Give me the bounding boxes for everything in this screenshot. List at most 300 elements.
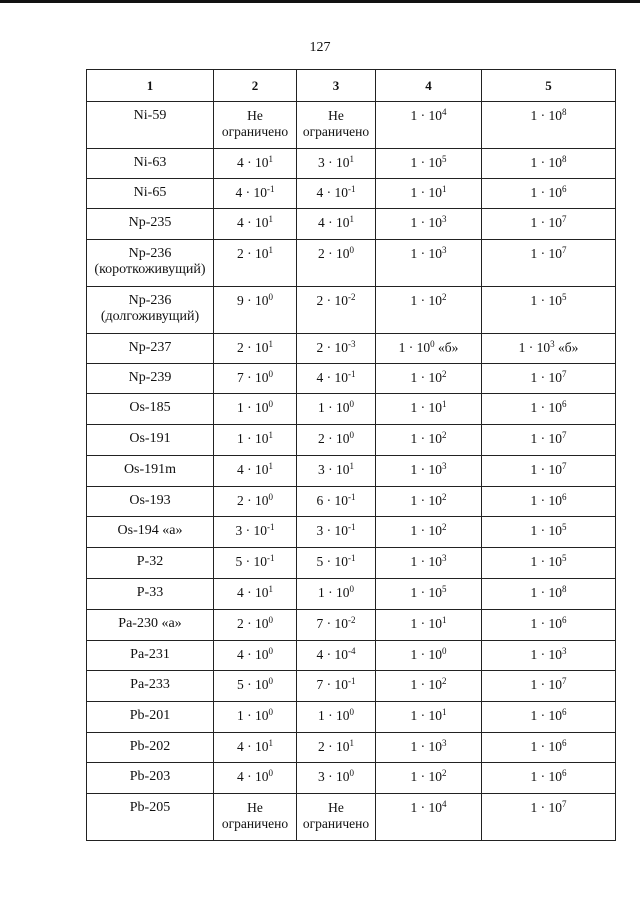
value-cell-c2 (214, 579, 297, 610)
nuclide-name-line: Pb-205 (129, 800, 171, 815)
col-header-3: 3 (297, 70, 376, 102)
mantissa: 1 (530, 554, 538, 569)
exponent: 0 (268, 615, 273, 625)
multiply-dot: · 10 (537, 246, 562, 261)
mantissa: 4 (235, 185, 243, 200)
value-cell-c4 (376, 240, 482, 287)
table-row (87, 240, 616, 287)
nuclide-name-line: Np-237 (128, 340, 172, 355)
exponent: 2 (442, 369, 447, 379)
table-header-row (87, 70, 616, 102)
exponent: 6 (562, 768, 567, 778)
value-cell-c4 (376, 794, 482, 841)
value-cell-c4 (376, 287, 482, 334)
value-cell-c5 (482, 610, 616, 641)
mantissa: 1 (530, 185, 538, 200)
value-cell-c3 (297, 579, 376, 610)
multiply-dot: · 10 (417, 739, 442, 754)
exponent: 7 (562, 461, 567, 471)
multiply-dot: · 10 (405, 340, 431, 355)
mantissa: 1 (410, 554, 418, 569)
mantissa: 4 (237, 769, 244, 784)
exponent: -1 (267, 553, 275, 563)
mantissa: 7 (316, 616, 324, 631)
col-header-1: 1 (87, 70, 214, 102)
value-cell-c5 (482, 671, 616, 702)
multiply-dot: · 10 (243, 215, 269, 230)
table-row (87, 456, 616, 487)
multiply-dot: · 10 (417, 155, 442, 170)
nuclide-cell (87, 209, 214, 240)
mantissa: 1 (410, 215, 418, 230)
exponent: 0 (349, 399, 354, 409)
value-cell-c5 (482, 179, 616, 209)
mantissa: 1 (530, 155, 538, 170)
col-header-4: 4 (376, 70, 482, 102)
exponent: 6 (562, 738, 567, 748)
mantissa: 2 (318, 739, 325, 754)
mantissa: 3 (318, 155, 325, 170)
value-cell-c4 (376, 671, 482, 702)
nuclide-cell (87, 364, 214, 394)
page-number: 127 (309, 40, 331, 55)
mantissa: 1 (530, 769, 538, 784)
table-row (87, 517, 616, 548)
exponent: 0 (349, 245, 354, 255)
table-row (87, 794, 616, 841)
multiply-dot: · 10 (323, 293, 348, 308)
exponent: -2 (348, 292, 356, 302)
nuclide-name-line: Np-235 (128, 215, 172, 230)
mantissa: 1 (530, 800, 538, 815)
nuclide-cell (87, 102, 214, 149)
mantissa: 1 (410, 769, 418, 784)
mantissa: 1 (530, 293, 538, 308)
mantissa: 1 (410, 708, 418, 723)
table-row (87, 425, 616, 456)
value-cell-c5 (482, 334, 616, 364)
value-cell-c2 (214, 287, 297, 334)
value-cell-c3 (297, 334, 376, 364)
mantissa: 1 (530, 246, 538, 261)
multiply-dot: · 10 (243, 493, 269, 508)
multiply-dot: · 10 (323, 677, 348, 692)
nuclide-cell (87, 733, 214, 763)
value-cell-c4 (376, 641, 482, 671)
multiply-dot: · 10 (324, 585, 350, 600)
mantissa: 1 (518, 340, 526, 355)
multiply-dot: · 10 (243, 739, 269, 754)
table-row (87, 209, 616, 240)
value-cell-c2 (214, 487, 297, 517)
multiply-dot: · 10 (417, 246, 442, 261)
multiply-dot: · 10 (243, 431, 269, 446)
mantissa: 4 (237, 215, 244, 230)
multiply-dot: · 10 (537, 554, 562, 569)
multiply-dot: · 10 (417, 647, 442, 662)
nuclide-name-line: P-33 (136, 585, 164, 600)
multiply-dot: · 10 (417, 293, 442, 308)
table-row (87, 334, 616, 364)
exponent: 1 (268, 738, 273, 748)
cell-text-line: ограничено (302, 124, 370, 139)
value-cell-c2 (214, 456, 297, 487)
exponent: 0 (349, 584, 354, 594)
mantissa: 1 (410, 677, 418, 692)
mantissa: 1 (530, 523, 538, 538)
exponent: 3 (442, 738, 447, 748)
exponent: 6 (562, 707, 567, 717)
exponent: -4 (348, 646, 356, 656)
exponent: 1 (349, 461, 354, 471)
value-cell-c4 (376, 179, 482, 209)
value-cell-c3 (297, 794, 376, 841)
value-cell-c4 (376, 487, 482, 517)
exponent: 0 (442, 646, 447, 656)
nuclide-cell (87, 517, 214, 548)
multiply-dot: · 10 (243, 370, 269, 385)
exponent: -1 (267, 522, 275, 532)
mantissa: 1 (530, 585, 538, 600)
multiply-dot: · 10 (243, 677, 269, 692)
exponent: 0 (268, 646, 273, 656)
mantissa: 1 (410, 155, 418, 170)
exponent: 6 (562, 492, 567, 502)
exponent: -1 (348, 522, 356, 532)
mantissa: 1 (530, 431, 538, 446)
value-cell-c5 (482, 394, 616, 425)
mantissa: 2 (237, 340, 244, 355)
exponent: 0 (268, 707, 273, 717)
mantissa: 1 (530, 400, 538, 415)
multiply-dot: · 10 (323, 340, 348, 355)
exponent: 3 (442, 245, 447, 255)
exponent: 0 (268, 399, 273, 409)
nuclide-name-line: Pa-233 (130, 677, 170, 692)
mantissa: 3 (316, 523, 324, 538)
multiply-dot: · 10 (324, 739, 350, 754)
multiply-dot: · 10 (417, 554, 442, 569)
nuclide-name-line: Os-194 «а» (117, 523, 183, 538)
mantissa: 1 (410, 616, 418, 631)
value-cell-c4 (376, 517, 482, 548)
value-cell-c5 (482, 763, 616, 794)
exponent: 1 (442, 615, 447, 625)
value-cell-c3 (297, 102, 376, 149)
value-cell-c3 (297, 364, 376, 394)
value-cell-c3 (297, 240, 376, 287)
multiply-dot: · 10 (417, 800, 442, 815)
cell-text-line: Не (247, 108, 263, 123)
mantissa: 1 (318, 585, 325, 600)
value-cell-c4 (376, 579, 482, 610)
value-cell-c3 (297, 733, 376, 763)
multiply-dot: · 10 (324, 400, 350, 415)
mantissa: 4 (237, 647, 244, 662)
nuclide-name-line: Pb-202 (129, 739, 171, 754)
value-cell-c2 (214, 517, 297, 548)
mantissa: 1 (410, 293, 418, 308)
value-cell-c4 (376, 548, 482, 579)
mantissa: 7 (237, 370, 244, 385)
exponent: 0 (349, 707, 354, 717)
table-row (87, 287, 616, 334)
value-cell-c5 (482, 517, 616, 548)
exponent: -2 (348, 615, 356, 625)
exponent: 2 (442, 676, 447, 686)
radionuclide-table (86, 69, 616, 841)
nuclide-name-line: Pb-203 (129, 769, 171, 784)
value-cell-c2 (214, 425, 297, 456)
exponent: 7 (562, 369, 567, 379)
mantissa: 5 (237, 677, 244, 692)
exponent: 0 (268, 492, 273, 502)
nuclide-name-line: P-32 (136, 554, 164, 569)
exponent: 1 (442, 399, 447, 409)
cell-text-line: ограничено (302, 816, 370, 831)
multiply-dot: · 10 (417, 185, 442, 200)
multiply-dot: · 10 (537, 462, 562, 477)
table-row (87, 610, 616, 641)
table-row (87, 671, 616, 702)
exponent: 1 (268, 245, 273, 255)
multiply-dot: · 10 (537, 585, 562, 600)
nuclide-name-line: Ni-65 (133, 185, 167, 200)
mantissa: 1 (410, 462, 418, 477)
exponent: 1 (268, 584, 273, 594)
mantissa: 4 (318, 215, 325, 230)
multiply-dot: · 10 (243, 340, 269, 355)
value-cell-c5 (482, 240, 616, 287)
exponent: 1 (349, 214, 354, 224)
table-row (87, 149, 616, 179)
exponent: 2 (442, 492, 447, 502)
multiply-dot: · 10 (323, 370, 348, 385)
multiply-dot: · 10 (323, 647, 348, 662)
multiply-dot: · 10 (242, 554, 267, 569)
nuclide-cell (87, 456, 214, 487)
value-cell-c2 (214, 364, 297, 394)
value-cell-c5 (482, 102, 616, 149)
exponent: 7 (562, 676, 567, 686)
mantissa: 1 (530, 493, 538, 508)
multiply-dot: · 10 (417, 370, 442, 385)
multiply-dot: · 10 (537, 155, 562, 170)
value-cell-c2 (214, 763, 297, 794)
nuclide-name-line: (долгоживущий) (100, 309, 200, 324)
value-cell-c4 (376, 456, 482, 487)
table-row (87, 763, 616, 794)
multiply-dot: · 10 (324, 246, 350, 261)
exponent: 6 (562, 615, 567, 625)
value-cell-c2 (214, 240, 297, 287)
multiply-dot: · 10 (525, 340, 551, 355)
exponent: 2 (442, 768, 447, 778)
nuclide-cell (87, 240, 214, 287)
value-cell-c4 (376, 610, 482, 641)
cell-text-line: ограничено (221, 124, 289, 139)
exponent: 5 (562, 292, 567, 302)
multiply-dot: · 10 (324, 769, 350, 784)
value-cell-c5 (482, 425, 616, 456)
multiply-dot: · 10 (243, 400, 269, 415)
mantissa: 2 (316, 340, 324, 355)
multiply-dot: · 10 (243, 462, 269, 477)
value-cell-c3 (297, 548, 376, 579)
multiply-dot: · 10 (417, 400, 442, 415)
value-cell-c2 (214, 641, 297, 671)
mantissa: 1 (410, 185, 418, 200)
multiply-dot: · 10 (417, 431, 442, 446)
value-cell-c2 (214, 209, 297, 240)
multiply-dot: · 10 (324, 215, 350, 230)
table-row (87, 487, 616, 517)
note-mark: «б» (554, 340, 579, 355)
mantissa: 1 (530, 215, 538, 230)
multiply-dot: · 10 (243, 155, 269, 170)
nuclide-name-line: Np-236 (128, 293, 172, 308)
multiply-dot: · 10 (537, 739, 562, 754)
mantissa: 4 (237, 739, 244, 754)
nuclide-cell (87, 548, 214, 579)
nuclide-cell (87, 287, 214, 334)
value-cell-c5 (482, 794, 616, 841)
exponent: 7 (562, 245, 567, 255)
multiply-dot: · 10 (537, 800, 562, 815)
multiply-dot: · 10 (417, 769, 442, 784)
value-cell-c5 (482, 364, 616, 394)
note-mark: «б» (434, 340, 459, 355)
multiply-dot: · 10 (243, 769, 269, 784)
multiply-dot: · 10 (243, 616, 269, 631)
nuclide-cell (87, 610, 214, 641)
exponent: 1 (442, 184, 447, 194)
multiply-dot: · 10 (417, 215, 442, 230)
mantissa: 4 (237, 585, 244, 600)
mantissa: 3 (318, 769, 325, 784)
mantissa: 2 (237, 246, 244, 261)
value-cell-c5 (482, 733, 616, 763)
multiply-dot: · 10 (537, 708, 562, 723)
value-cell-c2 (214, 179, 297, 209)
nuclide-name-line: Ni-63 (133, 155, 167, 170)
exponent: 7 (562, 214, 567, 224)
mantissa: 1 (318, 708, 325, 723)
exponent: -1 (267, 184, 275, 194)
mantissa: 5 (316, 554, 324, 569)
nuclide-cell (87, 641, 214, 671)
exponent: 1 (349, 154, 354, 164)
mantissa: 4 (316, 185, 324, 200)
nuclide-name-line: Pb-201 (129, 708, 171, 723)
mantissa: 2 (318, 431, 325, 446)
value-cell-c3 (297, 610, 376, 641)
multiply-dot: · 10 (537, 293, 562, 308)
mantissa: 4 (237, 462, 244, 477)
exponent: 5 (442, 584, 447, 594)
value-cell-c3 (297, 425, 376, 456)
table-row (87, 394, 616, 425)
multiply-dot: · 10 (417, 677, 442, 692)
scan-top-edge (0, 0, 640, 3)
multiply-dot: · 10 (537, 677, 562, 692)
mantissa: 1 (410, 523, 418, 538)
exponent: 3 (550, 339, 555, 349)
exponent: 3 (442, 461, 447, 471)
mantissa: 1 (237, 708, 244, 723)
exponent: 5 (562, 522, 567, 532)
exponent: -1 (348, 492, 356, 502)
mantissa: 2 (237, 493, 244, 508)
multiply-dot: · 10 (537, 647, 562, 662)
nuclide-name-line: Ni-59 (133, 108, 167, 123)
exponent: 3 (562, 646, 567, 656)
nuclide-name-line: Os-193 (129, 493, 171, 508)
exponent: -1 (348, 553, 356, 563)
value-cell-c3 (297, 517, 376, 548)
nuclide-name-line: (короткоживущий) (94, 262, 206, 277)
mantissa: 1 (410, 647, 418, 662)
value-cell-c3 (297, 671, 376, 702)
nuclide-cell (87, 394, 214, 425)
multiply-dot: · 10 (537, 523, 562, 538)
mantissa: 1 (530, 462, 538, 477)
exponent: 0 (268, 676, 273, 686)
multiply-dot: · 10 (243, 293, 269, 308)
multiply-dot: · 10 (537, 108, 562, 123)
mantissa: 5 (235, 554, 243, 569)
multiply-dot: · 10 (537, 616, 562, 631)
value-cell-c2 (214, 794, 297, 841)
value-cell-c4 (376, 733, 482, 763)
multiply-dot: · 10 (323, 523, 348, 538)
value-cell-c3 (297, 179, 376, 209)
nuclide-cell (87, 425, 214, 456)
exponent: 2 (442, 522, 447, 532)
exponent: 1 (268, 214, 273, 224)
nuclide-cell (87, 334, 214, 364)
nuclide-cell (87, 763, 214, 794)
table-row (87, 733, 616, 763)
table-row (87, 548, 616, 579)
value-cell-c4 (376, 702, 482, 733)
value-cell-c5 (482, 456, 616, 487)
value-cell-c3 (297, 209, 376, 240)
nuclide-name-line: Os-191 (129, 431, 171, 446)
exponent: 1 (268, 154, 273, 164)
exponent: 3 (442, 214, 447, 224)
table-row (87, 641, 616, 671)
exponent: 4 (442, 799, 447, 809)
table-row (87, 102, 616, 149)
multiply-dot: · 10 (324, 462, 350, 477)
mantissa: 3 (318, 462, 325, 477)
multiply-dot: · 10 (243, 708, 269, 723)
exponent: 2 (442, 292, 447, 302)
mantissa: 1 (410, 739, 418, 754)
exponent: 0 (268, 292, 273, 302)
multiply-dot: · 10 (323, 616, 348, 631)
exponent: 5 (442, 154, 447, 164)
mantissa: 1 (530, 616, 538, 631)
mantissa: 1 (410, 800, 418, 815)
cell-text-line: Не (328, 108, 344, 123)
multiply-dot: · 10 (417, 523, 442, 538)
mantissa: 4 (237, 155, 244, 170)
multiply-dot: · 10 (243, 585, 269, 600)
mantissa: 6 (316, 493, 324, 508)
multiply-dot: · 10 (323, 493, 348, 508)
